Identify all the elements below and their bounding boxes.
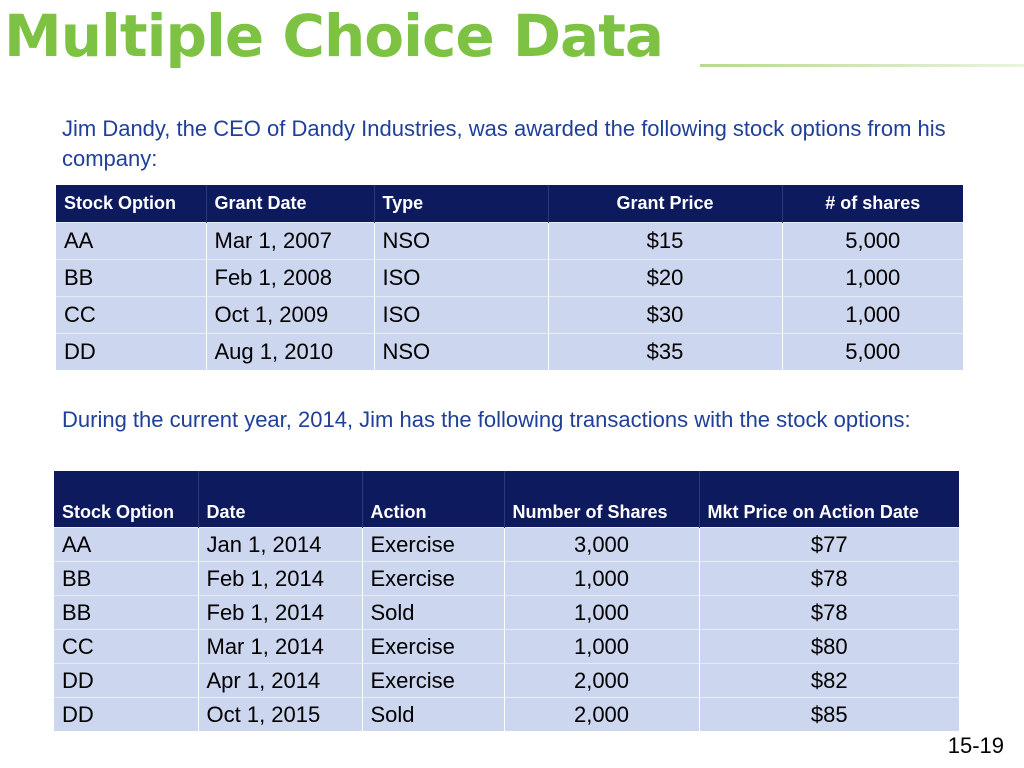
cell-mkt-price: $78 bbox=[699, 562, 959, 596]
title-underline bbox=[700, 64, 1024, 67]
cell-date: Feb 1, 2014 bbox=[198, 596, 362, 630]
header-number-of-shares: Number of Shares bbox=[504, 471, 699, 528]
cell-num-shares: 1,000 bbox=[782, 297, 963, 334]
cell-stock-option: DD bbox=[54, 698, 198, 732]
cell-stock-option: DD bbox=[56, 334, 206, 371]
cell-mkt-price: $80 bbox=[699, 630, 959, 664]
cell-number-of-shares: 2,000 bbox=[504, 698, 699, 732]
table-row bbox=[54, 528, 959, 562]
cell-grant-price: $15 bbox=[548, 223, 782, 260]
cell-mkt-price: $78 bbox=[699, 596, 959, 630]
cell-action: Sold bbox=[362, 698, 504, 732]
table-row bbox=[54, 596, 959, 630]
header-stock-option: Stock Option bbox=[54, 471, 198, 528]
cell-num-shares: 1,000 bbox=[782, 260, 963, 297]
cell-stock-option: CC bbox=[54, 630, 198, 664]
cell-mkt-price: $82 bbox=[699, 664, 959, 698]
slide-title: Multiple Choice Data bbox=[4, 2, 664, 70]
cell-type: ISO bbox=[374, 260, 548, 297]
cell-number-of-shares: 1,000 bbox=[504, 562, 699, 596]
cell-date: Mar 1, 2014 bbox=[198, 630, 362, 664]
cell-date: Apr 1, 2014 bbox=[198, 664, 362, 698]
cell-action: Sold bbox=[362, 596, 504, 630]
cell-stock-option: DD bbox=[54, 664, 198, 698]
cell-stock-option: AA bbox=[56, 223, 206, 260]
transactions-table bbox=[54, 471, 959, 731]
cell-action: Exercise bbox=[362, 528, 504, 562]
transactions-intro-text: During the current year, 2014, Jim has the following transactions with the stock options: bbox=[62, 407, 911, 432]
table-row bbox=[56, 297, 963, 334]
header-grant-date: Grant Date bbox=[206, 185, 374, 223]
header-type: Type bbox=[374, 185, 548, 223]
cell-date: Feb 1, 2014 bbox=[198, 562, 362, 596]
cell-stock-option: CC bbox=[56, 297, 206, 334]
header-mkt-price: Mkt Price on Action Date bbox=[699, 471, 959, 528]
table-row bbox=[56, 334, 963, 371]
header-grant-price: Grant Price bbox=[548, 185, 782, 223]
header-action: Action bbox=[362, 471, 504, 528]
cell-grant-date: Aug 1, 2010 bbox=[206, 334, 374, 371]
cell-type: NSO bbox=[374, 223, 548, 260]
page-number: 15-19 bbox=[947, 733, 1004, 758]
cell-stock-option: BB bbox=[54, 596, 198, 630]
cell-type: NSO bbox=[374, 334, 548, 371]
cell-action: Exercise bbox=[362, 664, 504, 698]
cell-grant-price: $35 bbox=[548, 334, 782, 371]
cell-stock-option: BB bbox=[56, 260, 206, 297]
cell-action: Exercise bbox=[362, 562, 504, 596]
table-row bbox=[54, 698, 959, 732]
transactions-header-row bbox=[54, 471, 959, 528]
table-row bbox=[54, 630, 959, 664]
cell-date: Jan 1, 2014 bbox=[198, 528, 362, 562]
intro-text: Jim Dandy, the CEO of Dandy Industries, was awarded the following stock options from his company: bbox=[62, 116, 946, 171]
header-date: Date bbox=[198, 471, 362, 528]
header-num-shares: # of shares bbox=[782, 185, 963, 223]
cell-date: Oct 1, 2015 bbox=[198, 698, 362, 732]
cell-grant-date: Feb 1, 2008 bbox=[206, 260, 374, 297]
header-stock-option: Stock Option bbox=[56, 185, 206, 223]
cell-num-shares: 5,000 bbox=[782, 223, 963, 260]
grants-header-row bbox=[56, 185, 963, 223]
cell-number-of-shares: 1,000 bbox=[504, 596, 699, 630]
cell-action: Exercise bbox=[362, 630, 504, 664]
cell-number-of-shares: 2,000 bbox=[504, 664, 699, 698]
cell-grant-date: Mar 1, 2007 bbox=[206, 223, 374, 260]
cell-num-shares: 5,000 bbox=[782, 334, 963, 371]
cell-stock-option: BB bbox=[54, 562, 198, 596]
table-row bbox=[56, 223, 963, 260]
cell-grant-price: $30 bbox=[548, 297, 782, 334]
cell-mkt-price: $85 bbox=[699, 698, 959, 732]
cell-number-of-shares: 1,000 bbox=[504, 630, 699, 664]
cell-type: ISO bbox=[374, 297, 548, 334]
table-row bbox=[56, 260, 963, 297]
table-row bbox=[54, 562, 959, 596]
cell-stock-option: AA bbox=[54, 528, 198, 562]
grants-table bbox=[56, 185, 963, 370]
cell-grant-price: $20 bbox=[548, 260, 782, 297]
cell-grant-date: Oct 1, 2009 bbox=[206, 297, 374, 334]
cell-number-of-shares: 3,000 bbox=[504, 528, 699, 562]
cell-mkt-price: $77 bbox=[699, 528, 959, 562]
table-row bbox=[54, 664, 959, 698]
